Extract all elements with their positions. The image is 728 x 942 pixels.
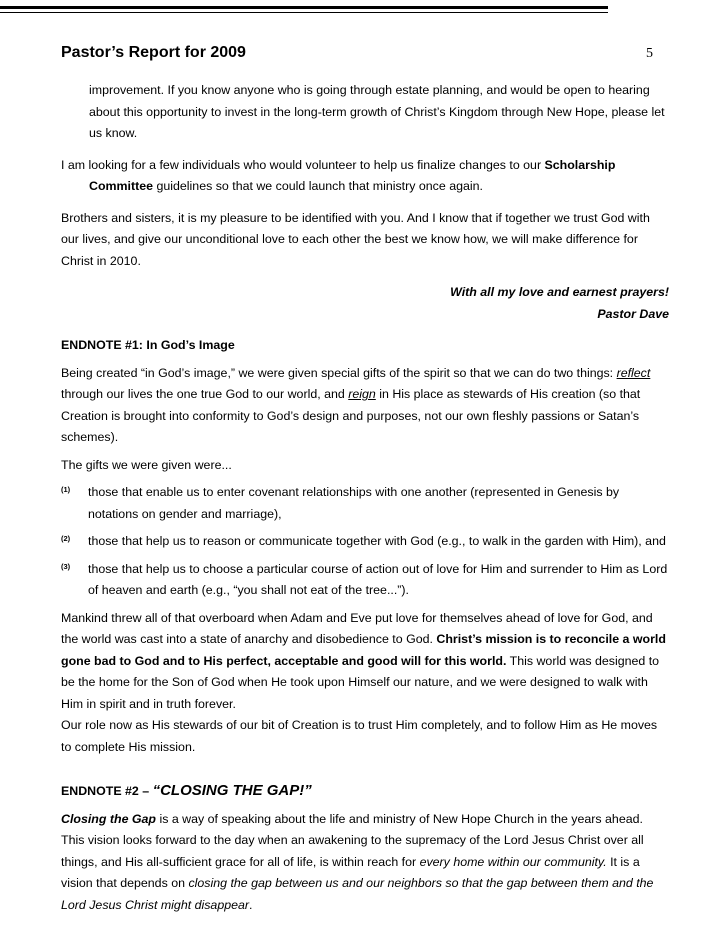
text-run: .	[249, 897, 253, 912]
report-title: Pastor’s Report for 2009	[61, 44, 246, 61]
every-home-emphasis: every home within our community.	[419, 854, 607, 869]
text-run: This world was designed to be the home for the Son of God when He took upon Himself our nature, and we were designed to walk with Him in spirit and in truth forever.	[61, 653, 660, 711]
header-rule-thin	[0, 12, 608, 13]
scholarship-committee-bold: Scholarship Committee	[89, 157, 616, 193]
paragraph-closing-the-gap	[61, 809, 669, 917]
list-marker: (2)	[61, 534, 71, 543]
text-run: in His place as stewards of His creation (so that Creation is brought into conformity to God’s design and purposes, not our own fleshly passions or Satan’s schemes).	[61, 387, 641, 444]
endnote-1-heading: ENDNOTE #1: In God’s Image	[61, 338, 235, 352]
reign-emphasis: reign	[348, 387, 376, 401]
paragraph-brothers-sisters: Brothers and sisters, it is my pleasure to be identified with you. And I know that if together we trust God with our lives, and give our unconditional love to each other the best we know how, we will make difference for Christ in 2010.	[61, 210, 650, 268]
text-run: Mankind threw all of that overboard when Adam and Eve put love for themselves ahead of love for God, and the world was cast into a state of anarchy and disobedience to God.	[61, 610, 653, 646]
endnote-2-label: ENDNOTE #2 –	[61, 784, 153, 798]
endnote-1-paragraph	[61, 363, 669, 449]
gap-vision-emphasis: closing the gap between us and our neighbors so that the gap between them and the Lord Jesus Christ might disappear	[61, 876, 654, 912]
text-run: through our lives the one true God to our world, and	[61, 387, 349, 401]
document-body	[61, 80, 669, 916]
page-number: 5	[646, 46, 653, 61]
christ-mission-bold: Christ’s mission is to reconcile a world gone bad to God and to His perfect, acceptable and good will for this world.	[61, 632, 666, 668]
text-run: Being created “in God’s image,” we were given special gifts of the spirit so that we can do two things:	[61, 365, 617, 380]
text-run: guidelines so that we could launch that ministry once again.	[153, 179, 483, 193]
list-item-text: those that help us to choose a particular course of action out of love for Him and surrender to Him as Lord of heaven and earth (e.g., “you shall not eat of the tree...”).	[88, 561, 668, 597]
closing-the-gap-term: Closing the Gap	[61, 811, 156, 826]
endnote-2-heading	[61, 780, 669, 803]
paragraph-mankind	[61, 608, 669, 716]
page-header	[61, 44, 667, 66]
list-item	[61, 531, 669, 553]
text-run: It is a vision that depends on	[61, 854, 640, 890]
reflect-emphasis: reflect	[616, 365, 651, 380]
list-item	[61, 482, 669, 525]
endnote-2-title: “CLOSING THE GAP!”	[152, 782, 312, 799]
header-rule-thick	[0, 6, 608, 9]
list-item	[61, 559, 669, 602]
gifts-intro: The gifts we were given were...	[61, 457, 232, 472]
list-marker: (1)	[61, 485, 71, 494]
paragraph-estate-planning: improvement. If you know anyone who is going through estate planning, and would be open to hearing about this opportunity to invest in the long-term growth of Christ’s Kingdom through New Hope, please let us know.	[89, 83, 665, 140]
paragraph-our-role: Our role now as His stewards of our bit of Creation is to trust Him completely, and to follow Him as He moves to complete His mission.	[61, 718, 658, 754]
closing-line: With all my love and earnest prayers!	[450, 285, 669, 299]
list-marker: (3)	[61, 561, 71, 571]
list-item-text: those that enable us to enter covenant relationships with one another (represented in Genesis by notations on gender and marriage),	[88, 485, 620, 521]
list-item-text: those that help us to reason or communicate together with God (e.g., to walk in the garden with Him), and	[88, 534, 666, 548]
signature-name: Pastor Dave	[597, 306, 669, 321]
text-run: I am looking for a few individuals who would volunteer to help us finalize changes to our	[61, 157, 545, 172]
text-run: is a way of speaking about the life and ministry of New Hope Church in the years ahead. This vision looks forward to the day when an awakening to the supremacy of the Lord Jesus Christ over all things, and His all-sufficient grace for all of life, is within reach for	[61, 811, 644, 869]
paragraph-scholarship	[61, 155, 669, 198]
